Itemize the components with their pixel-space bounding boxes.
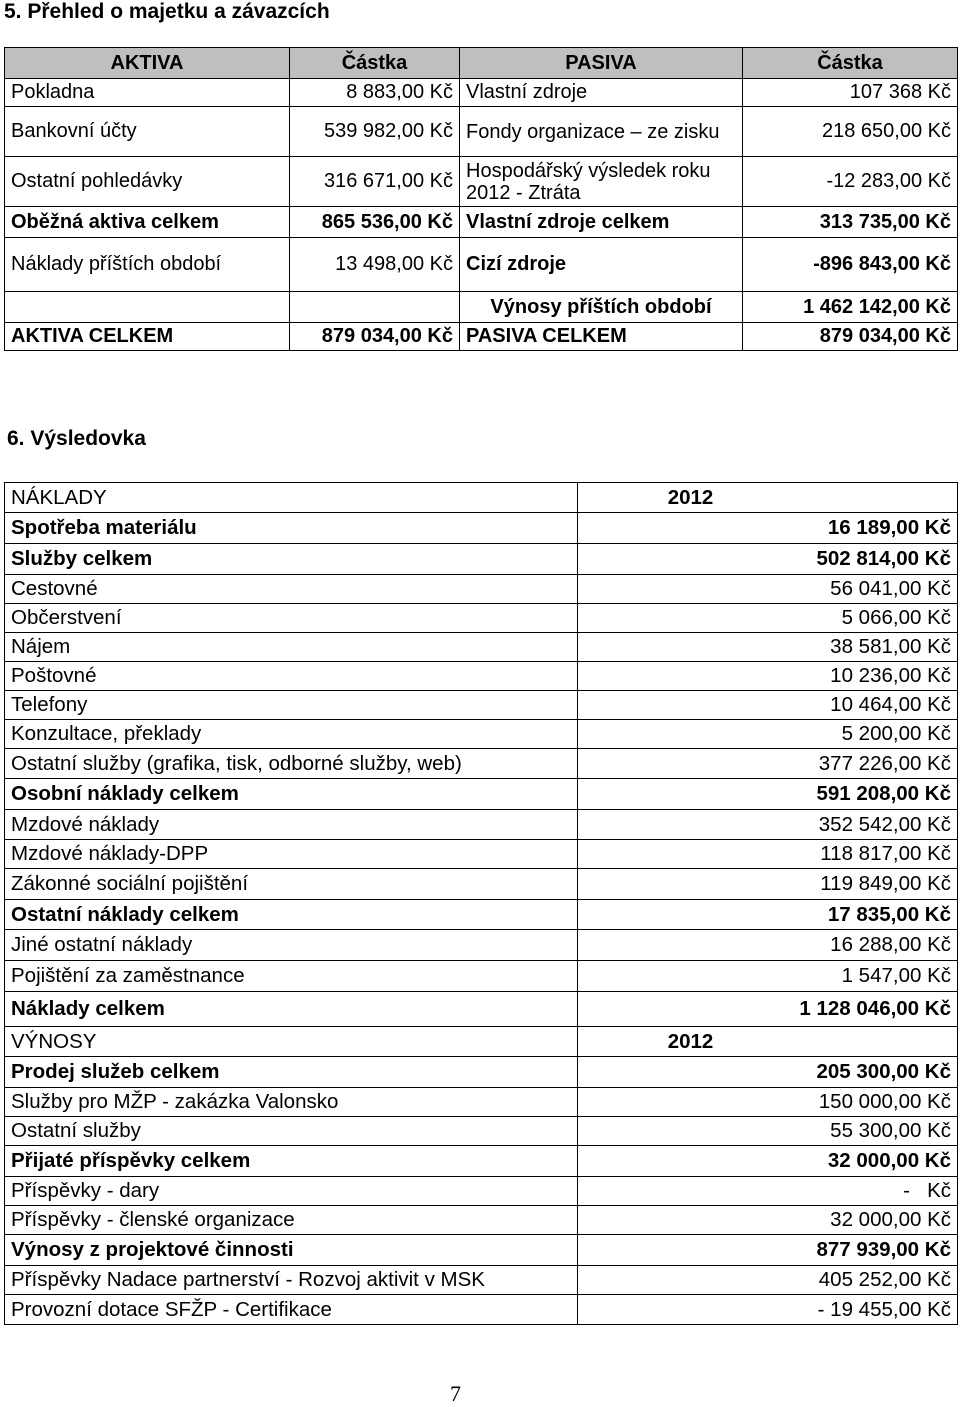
liability-value: 218 650,00 Kč [743,107,958,157]
row-label: Ostatní náklady celkem [5,900,578,930]
table-row [5,544,958,575]
revenue-header-label: VÝNOSY [5,1027,578,1057]
table-row [5,1117,958,1146]
liability-total-value: 879 034,00 Kč [743,323,958,351]
table-row [5,749,958,779]
asset-value [290,292,460,323]
row-label: Příspěvky - členské organizace [5,1206,578,1235]
row-label: Cestovné [5,575,578,604]
asset-label: Oběžná aktiva celkem [5,207,290,238]
row-label: Náklady celkem [5,992,578,1027]
table-row [5,720,958,749]
row-label: Výnosy z projektové činnosti [5,1235,578,1266]
row-label: Služby celkem [5,544,578,575]
row-label: Nájem [5,633,578,662]
asset-total-label: AKTIVA CELKEM [5,323,290,351]
row-label: Konzultace, překlady [5,720,578,749]
table-row [5,575,958,604]
row-label: Příspěvky Nadace partnerství - Rozvoj aktivit v MSK [5,1266,578,1295]
row-value: 55 300,00 Kč [578,1117,958,1146]
liability-label: Fondy organizace – ze zisku [460,107,743,157]
table-row [5,840,958,869]
asset-label: Ostatní pohledávky [5,157,290,207]
liability-value: 1 462 142,00 Kč [743,292,958,323]
liability-value: -12 283,00 Kč [743,157,958,207]
row-label: Spotřeba materiálu [5,513,578,544]
row-label: Mzdové náklady-DPP [5,840,578,869]
row-value: 10 464,00 Kč [578,691,958,720]
costs-header-label: NÁKLADY [5,483,578,513]
table-row [5,157,958,207]
table-row [5,900,958,930]
table-row [5,1235,958,1266]
row-value: - Kč [578,1177,958,1206]
table-row [5,1266,958,1295]
table-row [5,1088,958,1117]
liability-value: -896 843,00 Kč [743,238,958,292]
header-castka: Částka [743,48,958,79]
row-value: 32 000,00 Kč [578,1206,958,1235]
row-label: Služby pro MŽP - zakázka Valonsko [5,1088,578,1117]
liability-label: Hospodářský výsledek roku 2012 - Ztráta [460,157,743,207]
liability-value: 313 735,00 Kč [743,207,958,238]
table-row [5,1295,958,1325]
table-row [5,1057,958,1088]
row-label: Občerstvení [5,604,578,633]
row-label: Prodej služeb celkem [5,1057,578,1088]
table-row [5,691,958,720]
table-row [5,513,958,544]
row-value: 5 200,00 Kč [578,720,958,749]
asset-value: 8 883,00 Kč [290,79,460,107]
table-row [5,604,958,633]
liability-label: Výnosy příštích období [460,292,743,323]
liability-label: Cizí zdroje [460,238,743,292]
table-row [5,107,958,157]
header-aktiva: AKTIVA [5,48,290,79]
row-value: 877 939,00 Kč [578,1235,958,1266]
row-value: 17 835,00 Kč [578,900,958,930]
row-value: 16 189,00 Kč [578,513,958,544]
asset-label: Pokladna [5,79,290,107]
row-value: 118 817,00 Kč [578,840,958,869]
revenue-header-row [5,1027,958,1057]
asset-value: 539 982,00 Kč [290,107,460,157]
table-row [5,662,958,691]
row-label: Ostatní služby (grafika, tisk, odborné služby, web) [5,749,578,779]
row-label: Telefony [5,691,578,720]
income-statement-table [4,482,958,1325]
table-row [5,79,958,107]
row-label: Provozní dotace SFŽP - Certifikace [5,1295,578,1325]
asset-value: 316 671,00 Kč [290,157,460,207]
table-row [5,633,958,662]
row-value: 10 236,00 Kč [578,662,958,691]
table-row [5,869,958,900]
row-value: 502 814,00 Kč [578,544,958,575]
table-row [5,1177,958,1206]
table-row [5,207,958,238]
costs-header-year: 2012 [578,483,958,513]
section-5-title: 5. Přehled o majetku a závazcích [4,0,330,23]
row-value: 38 581,00 Kč [578,633,958,662]
liability-value: 107 368 Kč [743,79,958,107]
row-label: Pojištění za zaměstnance [5,961,578,992]
page-number: 7 [450,1381,461,1406]
table-row [5,779,958,810]
row-value: 205 300,00 Kč [578,1057,958,1088]
table-row [5,292,958,323]
asset-label [5,292,290,323]
row-label: Přijaté příspěvky celkem [5,1146,578,1177]
row-value: 352 542,00 Kč [578,810,958,840]
table-row [5,810,958,840]
section-6-title: 6. Výsledovka [7,427,146,450]
row-label: Poštovné [5,662,578,691]
costs-total-row [5,992,958,1027]
row-label: Osobní náklady celkem [5,779,578,810]
row-value: 1 547,00 Kč [578,961,958,992]
row-value: 377 226,00 Kč [578,749,958,779]
liability-label: Vlastní zdroje [460,79,743,107]
liability-total-label: PASIVA CELKEM [460,323,743,351]
row-label: Zákonné sociální pojištění [5,869,578,900]
row-value: 150 000,00 Kč [578,1088,958,1117]
table-row [5,1206,958,1235]
row-label: Ostatní služby [5,1117,578,1146]
liability-label: Vlastní zdroje celkem [460,207,743,238]
row-label: Jiné ostatní náklady [5,930,578,961]
row-value: 5 066,00 Kč [578,604,958,633]
asset-value: 865 536,00 Kč [290,207,460,238]
table-row [5,961,958,992]
row-value: 591 208,00 Kč [578,779,958,810]
header-castka: Částka [290,48,460,79]
asset-total-value: 879 034,00 Kč [290,323,460,351]
table-header-row [5,48,958,79]
asset-label: Bankovní účty [5,107,290,157]
row-value: 56 041,00 Kč [578,575,958,604]
row-label: Příspěvky - dary [5,1177,578,1206]
revenue-header-year: 2012 [578,1027,958,1057]
totals-row [5,323,958,351]
table-row [5,930,958,961]
row-value: 119 849,00 Kč [578,869,958,900]
table-row [5,1146,958,1177]
asset-value: 13 498,00 Kč [290,238,460,292]
header-pasiva: PASIVA [460,48,743,79]
asset-label: Náklady příštích období [5,238,290,292]
costs-header-row [5,483,958,513]
row-value: 1 128 046,00 Kč [578,992,958,1027]
row-value: 16 288,00 Kč [578,930,958,961]
row-value: - 19 455,00 Kč [578,1295,958,1325]
assets-liabilities-table [4,47,958,351]
row-value: 405 252,00 Kč [578,1266,958,1295]
table-row [5,238,958,292]
row-label: Mzdové náklady [5,810,578,840]
row-value: 32 000,00 Kč [578,1146,958,1177]
